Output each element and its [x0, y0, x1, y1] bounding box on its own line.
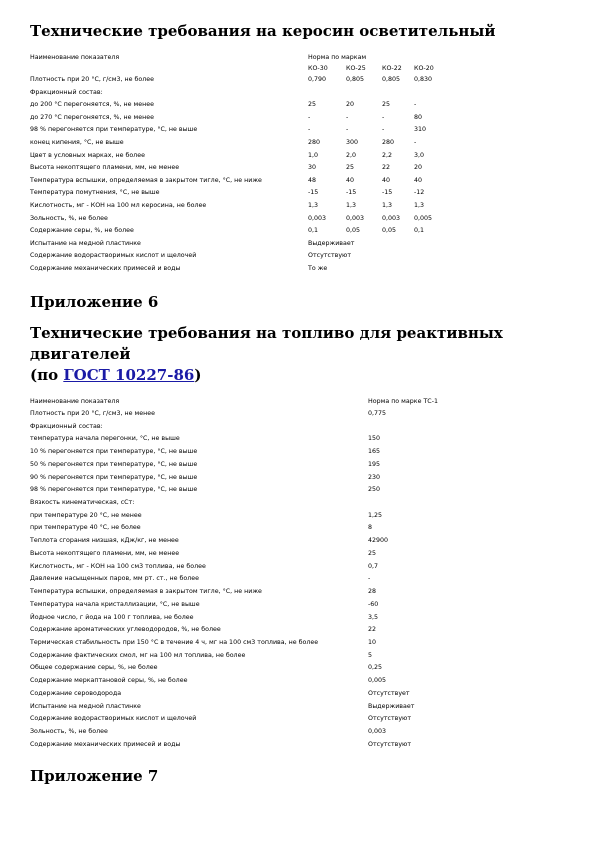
row-value: 0,25: [368, 664, 383, 672]
row-label: Зольность, %, не более: [30, 728, 108, 735]
header-param: Наименование показателя: [30, 54, 120, 61]
row-label: 10 % перегоняется при температуре, °С, не выше: [30, 448, 198, 456]
row-value: 30: [308, 164, 317, 172]
row-label: Плотность при 20 °С, г/см3, не менее: [30, 410, 155, 417]
row-label: Высота некоптящего пламени, мм, не менее: [30, 164, 180, 172]
row-label: Испытание на медной пластинке: [30, 239, 141, 247]
row-label: Общее содержание серы, %, не более: [30, 664, 158, 672]
row-value: 230: [368, 473, 381, 481]
row-value: 0,05: [346, 227, 361, 235]
row-value: 0,1: [308, 227, 319, 235]
row-label: Теплота сгорания низшая, кДж/кг, не менее: [30, 537, 179, 545]
kerosene-title: Технические требования на керосин осветительный: [30, 22, 496, 40]
row-label: Вязкость кинематическая, сСт:: [30, 499, 135, 507]
row-value: 10: [368, 638, 377, 646]
row-value: Отсутствуют: [368, 715, 412, 723]
row-label: Содержание механических примесей и воды: [30, 265, 181, 272]
row-value: 25: [346, 164, 355, 172]
row-value: -15: [346, 189, 357, 197]
row-value: 0,003: [368, 728, 387, 735]
row-value: -: [308, 126, 311, 134]
row-label: при температуре 40 °С, не более: [30, 524, 141, 532]
row-value: 28: [368, 588, 377, 596]
row-value: 0,790: [308, 76, 327, 83]
row-value: 0,003: [346, 214, 365, 222]
row-label: Фракционный состав:: [30, 88, 103, 96]
row-label: Содержание фактических смол, мг на 100 мл топлива, не более: [30, 651, 246, 659]
row-label: Термическая стабильность при 150 °С в течение 4 ч, мг на 100 см3 топлива, не более: [30, 638, 319, 646]
row-value: 48: [308, 176, 317, 184]
row-label: Зольность, %, не более: [30, 214, 108, 222]
jet-fuel-title: [30, 323, 550, 386]
row-label: Испытание на медной пластинке: [30, 702, 141, 710]
row-value: 250: [368, 486, 381, 494]
row-value: -: [308, 113, 311, 121]
row-label: 98 % перегоняется при температуре, °С, не выше: [30, 126, 198, 134]
row-value: -: [414, 101, 417, 109]
row-label: Содержание меркаптановой серы, %, не более: [30, 677, 188, 685]
row-label: 50 % перегоняется при температуре, °С, не выше: [30, 460, 198, 468]
row-value: 150: [368, 435, 381, 443]
row-value: -: [346, 113, 349, 121]
header-norm: Норма по марке ТС-1: [368, 398, 438, 405]
row-value: Отсутствуют: [368, 740, 412, 748]
row-value: 195: [368, 460, 381, 468]
row-value: Выдерживает: [308, 239, 355, 247]
row-value: 1,0: [308, 151, 319, 159]
row-value: 0,003: [382, 214, 401, 222]
row-value: 3,0: [414, 151, 425, 159]
row-value: 0,805: [346, 76, 365, 83]
row-value: 0,775: [368, 410, 387, 417]
jet-fuel-title-suffix: ): [194, 366, 202, 384]
row-value: Отсутствуют: [308, 252, 352, 260]
mark-ko20: КО-20: [414, 65, 434, 72]
row-value: -: [414, 139, 417, 146]
header-param: Наименование показателя: [30, 398, 120, 405]
row-value: 2,0: [346, 151, 357, 159]
appendix-6-heading: Приложение 6: [30, 293, 159, 311]
row-value: 1,3: [414, 202, 425, 209]
row-value: 22: [368, 626, 377, 634]
row-label: Температура начала кристаллизации, °С, не выше: [30, 600, 200, 608]
row-value: 0,7: [368, 562, 379, 570]
row-label: Содержание серы, %, не более: [30, 227, 134, 235]
row-value: 40: [382, 176, 391, 184]
row-label: Температура вспышки, определяемая в закрытом тигле, °С, не ниже: [30, 588, 262, 596]
row-value: 0,003: [308, 214, 327, 222]
mark-ko30: КО-30: [308, 65, 328, 72]
row-value: -: [368, 575, 371, 583]
row-value: 280: [382, 139, 395, 146]
row-value: 0,005: [368, 677, 387, 685]
row-label: Фракционный состав:: [30, 422, 103, 430]
row-value: 0,005: [414, 214, 433, 222]
row-value: 0,805: [382, 76, 401, 83]
row-label: температура начала перегонки, °С, не выше: [30, 435, 180, 443]
row-label: Содержание сероводорода: [30, 689, 122, 697]
row-value: 1,3: [308, 202, 319, 209]
jet-fuel-title-prefix: (по: [30, 366, 64, 384]
row-label: Содержание ароматических углеводородов, %, не более: [30, 626, 221, 634]
gost-link[interactable]: ГОСТ 10227-86: [63, 366, 195, 384]
row-label: Давление насыщенных паров, мм рт. ст., не более: [30, 575, 199, 583]
row-label: Содержание механических примесей и воды: [30, 740, 181, 748]
row-value: 300: [346, 139, 359, 146]
row-value: 42900: [368, 537, 389, 545]
row-value: 40: [414, 176, 423, 184]
row-value: -12: [414, 189, 425, 197]
row-label: Температура помутнения, °С, не выше: [30, 189, 160, 197]
row-label: Содержание водорастворимых кислот и щелочей: [30, 715, 197, 723]
row-label: Высота некоптящего пламени, мм, не менее: [30, 549, 180, 557]
row-value: -: [382, 126, 385, 134]
row-value: 20: [414, 164, 423, 172]
row-value: 80: [414, 113, 423, 121]
row-label: конец кипения, °С, не выше: [30, 139, 124, 146]
jet-fuel-title-main: Технические требования на топливо для реактивных двигателей: [30, 324, 503, 363]
row-value: 0,05: [382, 227, 397, 235]
row-value: 22: [382, 164, 391, 172]
row-value: -60: [368, 600, 379, 608]
row-label: 98 % перегоняется при температуре, °С, не выше: [30, 486, 198, 494]
row-label: при температуре 20 °С, не менее: [30, 511, 142, 519]
row-value: 310: [414, 126, 427, 134]
row-value: -: [382, 113, 385, 121]
row-value: То же: [308, 265, 328, 272]
row-value: 1,25: [368, 511, 383, 519]
row-label: до 270 °С перегоняется, %, не менее: [30, 113, 154, 121]
row-value: 1,3: [382, 202, 393, 209]
row-value: 0,830: [414, 76, 433, 83]
row-value: 2,2: [382, 151, 393, 159]
row-value: -15: [382, 189, 393, 197]
row-value: 280: [308, 139, 321, 146]
row-label: Плотность при 20 °С, г/см3, не более: [30, 76, 155, 83]
row-label: Кислотность, мг - КОН на 100 мл керосина, не более: [30, 202, 207, 209]
row-value: 40: [346, 176, 355, 184]
row-value: 3,5: [368, 613, 379, 621]
row-label: Кислотность, мг - КОН на 100 см3 топлива, не более: [30, 562, 206, 570]
row-value: 1,3: [346, 202, 357, 209]
row-value: 25: [368, 549, 377, 557]
row-label: Цвет в условных марках, не более: [30, 151, 145, 159]
row-value: 25: [308, 101, 317, 109]
row-label: Содержание водорастворимых кислот и щелочей: [30, 252, 197, 260]
row-label: Йодное число, г йода на 100 г топлива, не более: [30, 613, 194, 621]
mark-ko22: КО-22: [382, 65, 402, 72]
row-label: Температура вспышки, определяемая в закрытом тигле, °С, не ниже: [30, 176, 262, 184]
mark-ko25: КО-25: [346, 65, 366, 72]
row-value: 8: [368, 524, 373, 532]
row-value: 0,1: [414, 227, 425, 235]
row-value: -: [346, 126, 349, 134]
row-value: Отсутствует: [368, 689, 410, 697]
row-label: 90 % перегоняется при температуре, °С, не выше: [30, 473, 198, 481]
header-norm: Норма по маркам: [308, 54, 367, 61]
row-value: 25: [382, 101, 391, 109]
row-value: -15: [308, 189, 319, 197]
appendix-7-heading: Приложение 7: [30, 767, 159, 785]
row-value: Выдерживает: [368, 702, 415, 710]
row-value: 5: [368, 651, 373, 659]
row-value: 165: [368, 448, 381, 456]
row-value: 20: [346, 101, 355, 109]
row-label: до 200 °С перегоняется, %, не менее: [30, 101, 154, 109]
